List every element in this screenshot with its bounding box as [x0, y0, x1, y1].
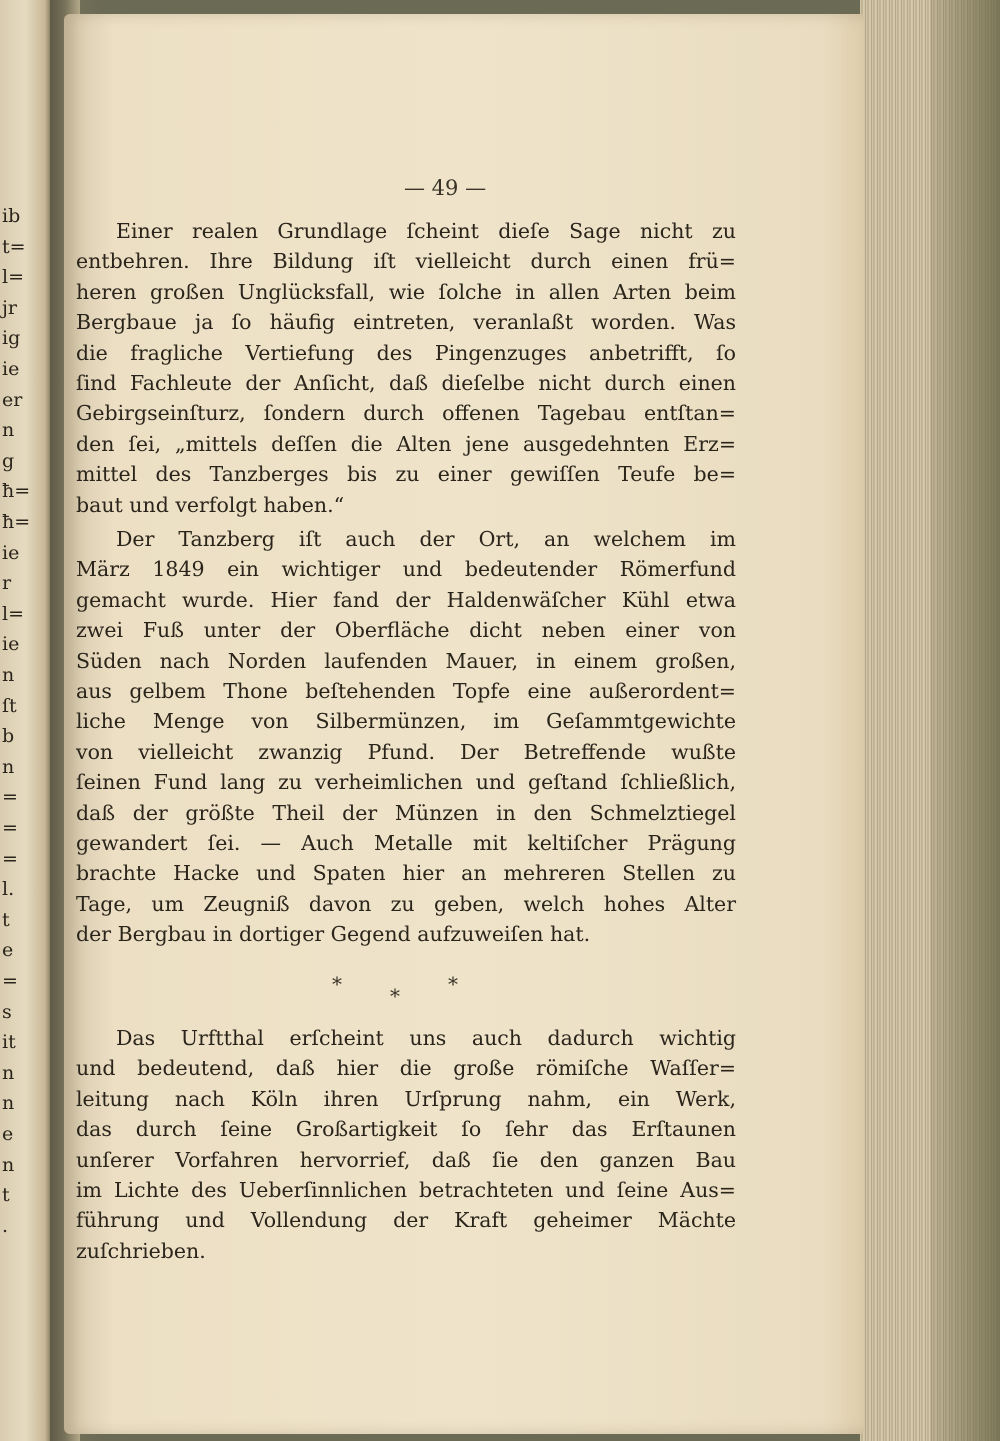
text-line: liche Menge von Silbermünzen, im Geſammtgewichte	[76, 709, 736, 734]
text-line: Gebirgseinſturz, ſondern durch offenen Tagebau entſtan=	[76, 401, 736, 426]
text-line: Der Tanzberg iſt auch der Ort, an welchem im	[116, 527, 736, 551]
facing-page-text-fragment: jr	[2, 296, 17, 319]
facing-page-text-fragment: n	[2, 419, 15, 442]
facing-page-text-fragment: =	[2, 970, 18, 992]
text-line: ſind Fachleute der Anſicht, daß dieſelbe nicht durch einen	[76, 371, 736, 395]
facing-page-text-fragment: ħ=	[2, 511, 31, 533]
page-number: — 49 —	[404, 176, 487, 200]
text-line: Tage, um Zeugniß davon zu geben, welch hohes Alter	[76, 891, 736, 916]
facing-page-text-fragment: ie	[2, 358, 20, 380]
facing-page-text-fragment: s	[2, 1000, 12, 1023]
facing-page-text-fragment: t	[2, 908, 10, 931]
facing-page-text-fragment: n	[2, 1061, 15, 1084]
text-line: brachte Hacke und Spaten hier an mehreren Stellen zu	[76, 861, 736, 886]
facing-page-text-fragment: e	[2, 939, 14, 962]
facing-page-text-fragment: t=	[2, 235, 26, 258]
text-line: führung und Vollendung der Kraft geheimer Mächte	[76, 1208, 736, 1233]
facing-page-text-fragment: .	[2, 1214, 9, 1237]
text-line: März 1849 ein wichtiger und bedeutender Römerfund	[76, 557, 736, 582]
text-line: Das Urftthal erſcheint uns auch dadurch wichtig	[116, 1026, 736, 1050]
facing-page-text-fragment: ie	[2, 541, 20, 564]
text-line: das durch ſeine Großartigkeit ſo ſehr das Erſtaunen	[76, 1117, 736, 1142]
text-line: gemacht wurde. Hier fand der Haldenwäſcher Kühl etwa	[76, 587, 736, 612]
facing-page-text-fragment: t	[2, 1184, 10, 1207]
text-line: mittel des Tanzberges bis zu einer gewiſſen Teufe be=	[76, 462, 736, 487]
text-line: von vielleicht zwanzig Pfund. Der Betreffende wußte	[76, 739, 736, 764]
separator-star: *	[390, 984, 400, 1008]
text-line: die fragliche Vertiefung des Pingenzuges anbetrifft, ſo	[76, 340, 736, 365]
facing-page-text-fragment: n	[2, 1153, 15, 1176]
separator-star: *	[448, 972, 458, 996]
text-line: Bergbaue ja ſo häufig eintreten, veranlaßt worden. Was	[76, 310, 736, 335]
text-line: aus gelbem Thone beſtehenden Topfe eine außerordent=	[76, 679, 736, 703]
text-line: zwei Fuß unter der Oberfläche dicht neben einer von	[76, 618, 736, 643]
text-line: entbehren. Ihre Bildung iſt vielleicht durch einen frü=	[76, 249, 736, 274]
text-line: ſeinen Fund lang zu verheimlichen und geſtand ſchließlich,	[76, 770, 736, 795]
facing-page-text-fragment: ie	[2, 633, 20, 656]
book-page	[64, 14, 864, 1434]
text-line: daß der größte Theil der Münzen in den Schmelztiegel	[76, 800, 736, 825]
text-line: unſerer Vorfahren hervorrief, daß ſie den ganzen Bau	[76, 1147, 736, 1172]
text-line: zuſchrieben.	[76, 1238, 206, 1263]
facing-page-text-fragment: =	[2, 847, 18, 870]
text-line: heren großen Unglücksfall, wie ſolche in allen Arten beim	[76, 279, 736, 304]
facing-page-text-fragment: l.	[2, 878, 15, 901]
facing-page-text-fragment: l=	[2, 602, 24, 625]
text-line: gewandert ſei. — Auch Metalle mit keltiſcher Prägung	[76, 831, 736, 855]
facing-page-text-fragment: n	[2, 1092, 15, 1115]
facing-page-text-fragment: l=	[2, 266, 24, 289]
facing-page-text-fragment: r	[2, 572, 12, 595]
facing-page-edge	[0, 0, 50, 1441]
separator-star: *	[332, 972, 342, 996]
facing-page-text-fragment: =	[2, 786, 18, 809]
facing-page-text-fragment: g	[2, 449, 15, 472]
facing-page-text-fragment: ib	[2, 205, 21, 227]
text-line: den ſei, „mittels deſſen die Alten jene ausgedehnten Erz=	[76, 431, 736, 456]
facing-page-text-fragment: it	[2, 1031, 16, 1054]
text-line: der Bergbau in dortiger Gegend aufzuweiſen hat.	[76, 922, 591, 947]
text-line: baut und verfolgt haben.“	[76, 492, 345, 517]
facing-page-text-fragment: n	[2, 755, 15, 778]
facing-page-text-fragment: ſt	[2, 694, 17, 717]
facing-page-text-fragment: ig	[2, 327, 21, 350]
facing-page-text-fragment: ħ=	[2, 480, 31, 503]
text-line: im Lichte des Ueberſinnlichen betrachteten und ſeine Aus=	[76, 1178, 736, 1202]
text-line: Einer realen Grundlage ſcheint dieſe Sage nicht zu	[116, 219, 736, 243]
text-line: leitung nach Köln ihren Urſprung nahm, ein Werk,	[76, 1086, 736, 1111]
text-line: und bedeutend, daß hier die große römiſche Waſſer=	[76, 1056, 736, 1081]
text-line: Süden nach Norden laufenden Mauer, in einem großen,	[76, 648, 736, 673]
facing-page-text-fragment: n	[2, 664, 15, 686]
page-edges-shadow	[930, 0, 1000, 1441]
facing-page-text-fragment: er	[2, 388, 23, 411]
facing-page-text-fragment: e	[2, 1123, 14, 1145]
facing-page-text-fragment: =	[2, 817, 18, 839]
facing-page-text-fragment: b	[2, 725, 15, 748]
